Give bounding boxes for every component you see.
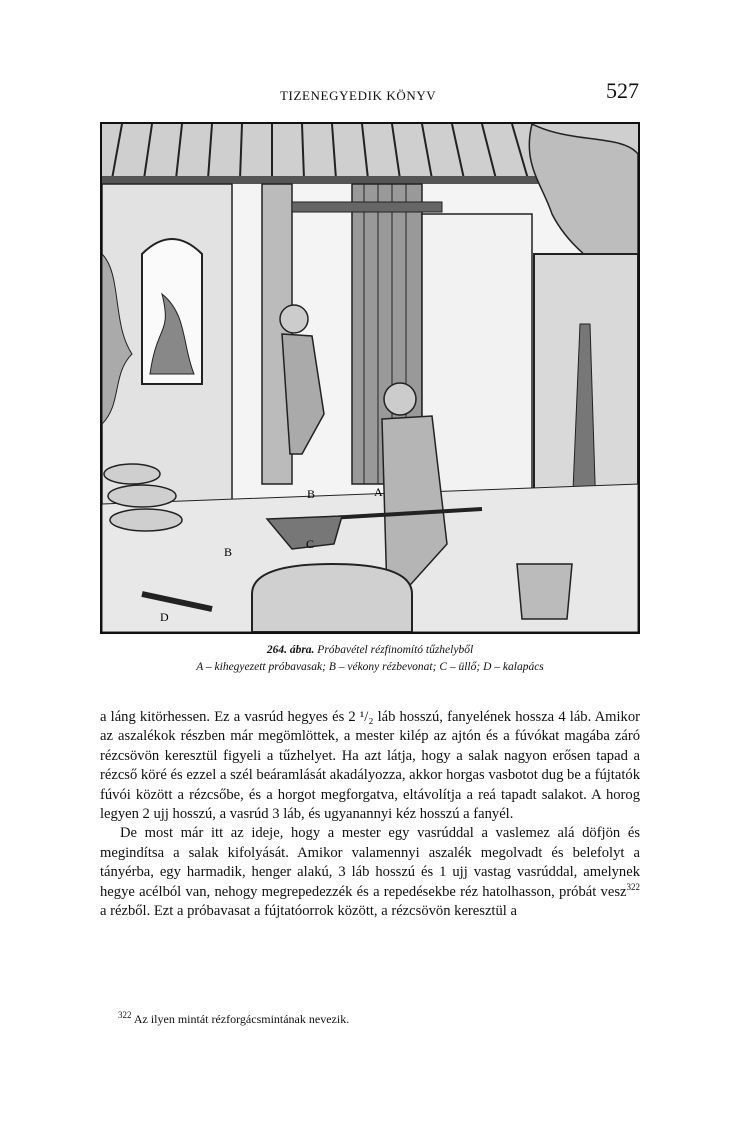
label-a: A: [374, 485, 383, 499]
footnote-ref: 322: [626, 881, 640, 892]
bucket: [517, 564, 572, 619]
figure-title: Próbavétel rézfinomító tűzhelyből: [317, 644, 474, 656]
woodcut-illustration: [100, 122, 640, 634]
body-text: [100, 708, 640, 921]
label-b-upper: B: [307, 487, 316, 501]
lever-beam: [292, 202, 442, 212]
caption-title-line: [100, 642, 640, 659]
anvil-block: [252, 564, 412, 632]
label-d: D: [160, 610, 169, 624]
paragraph-1: a láng kitörhessen. Ez a vasrúd hegyes és 2 ¹/₂ láb hosszú, fanyelének hossza 4 láb. Amikor az aszalékok részben már megömlöttek, a mester kilép az ajtón és a fúvókat magába záró rézcsövön keresztül figyeli a tűzhelyet. Ha azt látja, hogy a salak nagyon erősen tapad a rézcső köré és ezzel a szél beáramlását akadályozza, akkor horgas vasbotot dug be a fújtatók fúvói között a rézcsőbe, és a horgot megforgatva, eltávolítja a reá tapadt salakot. A horog legyen 2 ujj hosszú, a vasrúd 3 láb, és ugyanannyi kéz hosszú a fanyél.: [100, 709, 640, 823]
running-header: [0, 78, 749, 110]
paragraph-2-end: a rézből. Ezt a próbavasat a fújtatóorrok között, a rézcsövön keresztül a: [100, 903, 517, 920]
paragraph-2: [100, 824, 640, 921]
worker-body: [282, 334, 324, 454]
master-head: [384, 383, 416, 415]
figure-caption: [100, 642, 640, 676]
figure-legend: A – kihegyezett próbavasak; B – vékony rézbevonat; C – üllő; D – kalapács: [196, 661, 544, 673]
page-number: 527: [606, 78, 639, 103]
footnote-text: Az ilyen mintát rézforgácsmintának nevezik.: [131, 1012, 350, 1026]
running-title: TIZENEGYEDIK KÖNYV: [280, 88, 437, 103]
footnote: [118, 1012, 638, 1027]
worker-head: [280, 305, 308, 333]
paragraph-2-start: De most már itt az ideje, hogy a mester egy vasrúddal a vaslemez alá döfjön és megindítsa a salak kifolyását. Amikor valamennyi aszalék megolvadt és belefolyt a tányérba, egy harmadik, henger alakú, 3 láb hosszú és 1 ujj vastag vasrúddal, amelynek hegye acélból van, nehogy megrepedezzék és a repedésekbe réz hatolhasson, próbát vesz: [100, 825, 640, 900]
footnote-number: 322: [118, 1010, 132, 1020]
label-b-lower: B: [224, 545, 233, 559]
figure-number: 264. ábra.: [266, 644, 315, 656]
label-c: C: [306, 537, 315, 551]
woodcut-drawing: [102, 124, 638, 632]
